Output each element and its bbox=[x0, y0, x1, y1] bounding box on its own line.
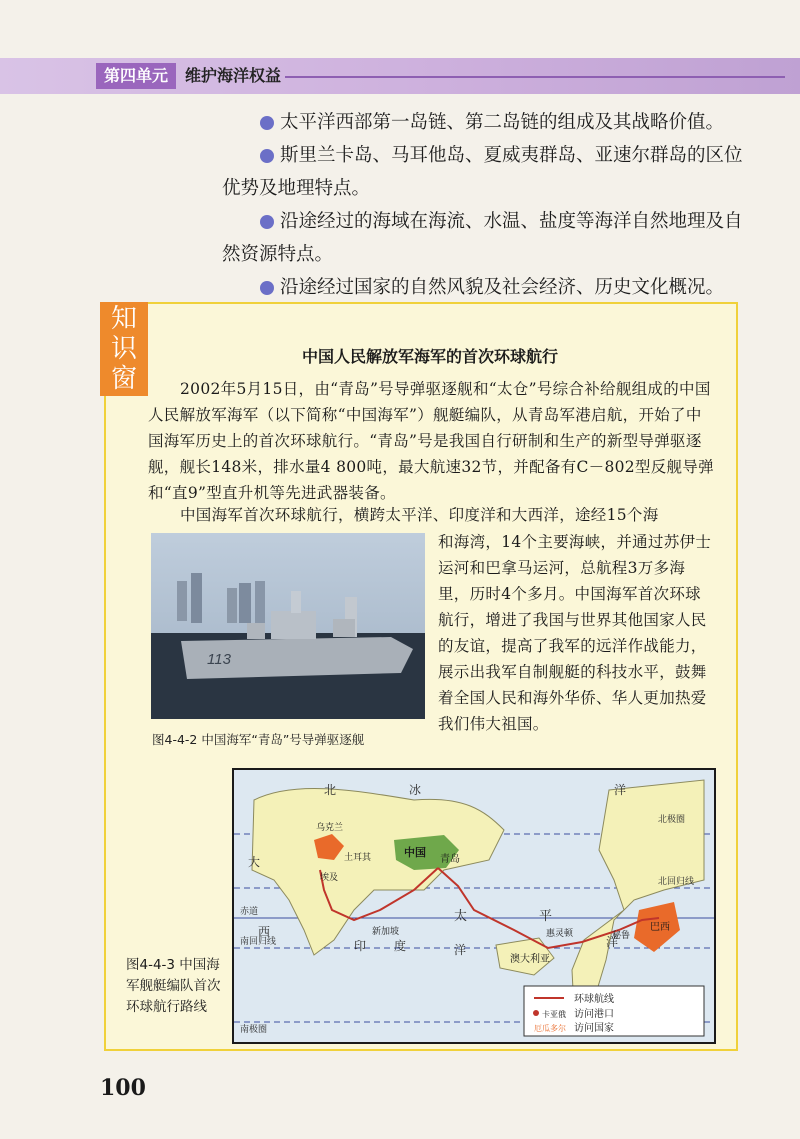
page-number: 100 bbox=[100, 1075, 146, 1101]
label-arctic-circle: 北极圈 bbox=[658, 815, 686, 825]
knowledge-title: 中国人民解放军海军的首次环球航行 bbox=[301, 347, 558, 366]
legend-port-label: 访问港口 bbox=[574, 1009, 614, 1020]
map-label-yin: 印 bbox=[354, 939, 367, 953]
map-label-ice: 冰 bbox=[409, 783, 422, 797]
legend-country-sample: 厄瓜多尔 bbox=[534, 1024, 566, 1033]
list-item: 太平洋西部第一岛链、第二岛链的组成及其战略价值。 bbox=[222, 106, 747, 139]
knowledge-paragraph-2-lead: 中国海军首次环球航行，横跨太平洋、印度洋和大西洋，途经15个海 bbox=[180, 506, 659, 524]
label-egypt: 埃及 bbox=[320, 873, 339, 883]
photo-caption: 图4-4-2 中国海军“青岛”号导弹驱逐舰 bbox=[152, 732, 365, 747]
knowledge-paragraph-1: 2002年5月15日，由“青岛”号导弹驱逐舰和“太仓”号综合补给舰组成的中国人民解放军海军（以下简称“中国海军”）舰艇编队，从青岛军港启航，开始了中国海军历史上的首次环球航行。“青岛”号是我国自行研制和生产的新型导弹驱逐舰，舰长148米，排水量4 800吨，最大航速32节，并配备有C－802型反舰导弹和“直9”型直升机等先进武器装备。 bbox=[148, 380, 714, 502]
hull-number-label: 113 bbox=[207, 651, 231, 668]
legend-country-label: 访问国家 bbox=[574, 1023, 614, 1034]
bullet-dot-icon bbox=[260, 281, 274, 295]
label-tropic-cancer: 北回归线 bbox=[658, 877, 695, 887]
legend-port-sample: 卡亚俄 bbox=[542, 1010, 566, 1019]
map-caption: 图4-4-3 中国海军舰艇编队首次环球航行路线 bbox=[126, 957, 221, 1015]
label-tropic-capricorn: 南回归线 bbox=[240, 937, 277, 947]
label-port-nz: 惠灵顿 bbox=[546, 929, 574, 939]
map-label-du: 度 bbox=[394, 939, 407, 953]
label-peru: 秘鲁 bbox=[612, 931, 631, 941]
destroyer-illustration bbox=[151, 533, 425, 719]
map-label-big: 大 bbox=[248, 855, 261, 869]
bullet-dot-icon bbox=[260, 215, 274, 229]
unit-title: 维护海洋权益 bbox=[185, 66, 282, 85]
list-item: 沿途经过国家的自然风貌及社会经济、历史文化概况。 bbox=[222, 271, 747, 304]
map-svg bbox=[234, 770, 714, 1042]
label-australia: 澳大利亚 bbox=[510, 954, 550, 965]
map-label-west: 西 bbox=[258, 925, 271, 939]
label-qingdao: 青岛 bbox=[440, 854, 460, 865]
unit-label: 第四单元 bbox=[96, 63, 176, 89]
list-item: 斯里兰卡岛、马耳他岛、夏威夷群岛、亚速尔群岛的区位优势及地理特点。 bbox=[222, 145, 743, 199]
bullet-list bbox=[222, 106, 747, 304]
world-route-map bbox=[232, 768, 716, 1044]
list-item: 沿途经过的海域在海流、水温、盐度等海洋自然地理及自然资源特点。 bbox=[222, 211, 743, 265]
label-antarctic-circle: 南极圈 bbox=[240, 1025, 268, 1035]
label-turkey: 土耳其 bbox=[344, 853, 372, 863]
map-label-yang: 洋 bbox=[454, 943, 467, 957]
legend-port-dot bbox=[533, 1010, 539, 1016]
knowledge-paragraph-2-body: 和海湾，14个主要海峡，并通过苏伊士运河和巴拿马运河，总航程3万多海里，历时4个多月。中国海军首次环球航行，增进了我国与世界其他国家人民的友谊，提高了我军的远洋作战能力，展示出我军自制舰艇的科技水平，鼓舞着全国人民和海外华侨、华人更加热爱我们伟大祖国。 bbox=[438, 533, 712, 733]
legend-route-label: 环球航线 bbox=[574, 994, 614, 1005]
label-china: 中国 bbox=[404, 846, 426, 859]
map-label-tai: 太 bbox=[454, 909, 468, 924]
label-singapore: 新加坡 bbox=[372, 927, 400, 937]
label-equator: 赤道 bbox=[240, 907, 259, 917]
map-label-north: 北 bbox=[324, 783, 337, 797]
bullet-dot-icon bbox=[260, 149, 274, 163]
label-brazil: 巴西 bbox=[650, 922, 670, 933]
header-rule bbox=[285, 76, 785, 78]
map-label-ocean-north: 洋 bbox=[614, 783, 627, 797]
destroyer-photo bbox=[151, 533, 425, 719]
bullet-dot-icon bbox=[260, 116, 274, 130]
map-label-yang-2: 洋 bbox=[606, 935, 619, 949]
map-label-ping: 平 bbox=[539, 909, 553, 924]
knowledge-window-tab: 知 识 窗 bbox=[100, 302, 148, 396]
label-ukraine: 乌克兰 bbox=[316, 823, 344, 833]
